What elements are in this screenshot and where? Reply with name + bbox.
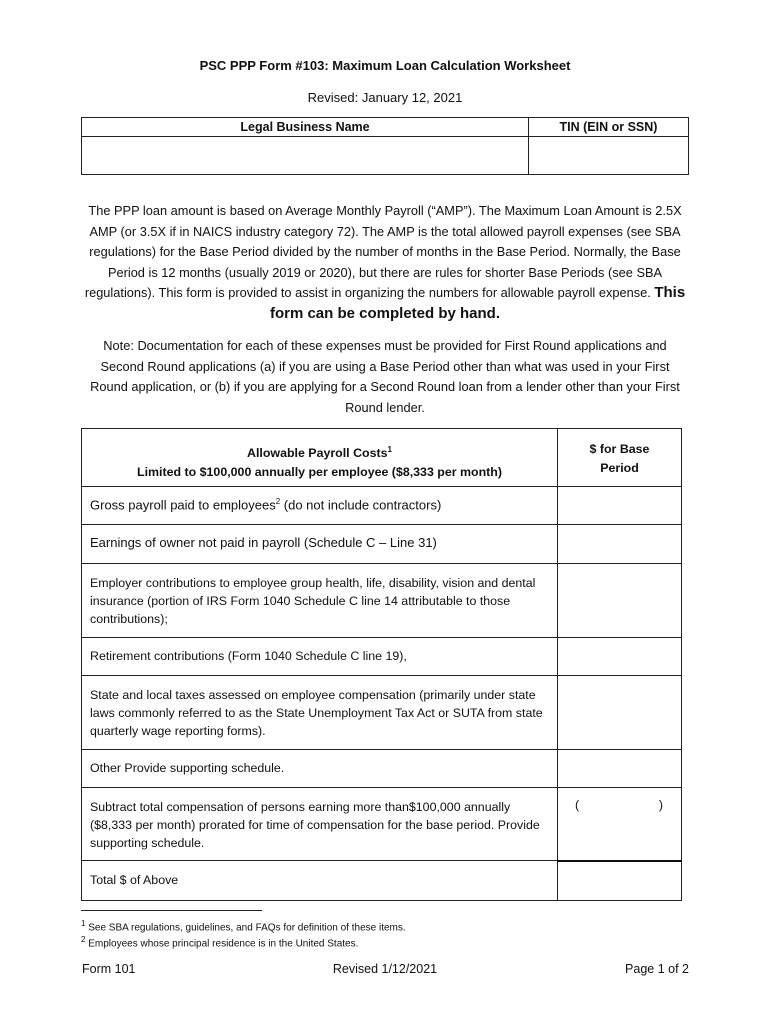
amount-field-state-taxes[interactable] [558,676,682,750]
business-info-table [81,117,689,175]
tin-header: TIN (EIN or SSN) [529,118,689,137]
intro-paragraph [82,201,688,325]
table-row [82,750,682,788]
row-label-state-taxes: State and local taxes assessed on employee compensation (primarily under state laws commonly referred to as the State Unemployment Tax Act or SUTA from state quarterly wage reporting forms). [82,676,558,750]
revised-date: Revised: January 12, 2021 [307,90,463,105]
row-label-gross-payroll: Gross payroll paid to employees$^2$ (do not include contractors) [82,487,558,525]
open-paren: ( [575,798,580,812]
row-label-owner-earnings: Earnings of owner not paid in payroll (Schedule C – Line 31) [82,525,558,564]
footer-form-number: Form 101 [82,962,136,976]
amount-field-gross-payroll[interactable] [558,487,682,525]
table-row [82,861,682,901]
amount-field-total[interactable] [558,861,682,901]
form-title: PSC PPP Form #103: Maximum Loan Calculation Worksheet [199,58,571,73]
footnote-2: $^2$ Employees whose principal residence is in the United States. [81,935,359,950]
table-row [82,487,682,525]
row-label-total: Total $ of Above [82,861,558,901]
base-period-amount-header: $ for Base Period [558,429,682,487]
legal-business-name-header: Legal Business Name [82,118,529,137]
row-label-retirement: Retirement contributions (Form 1040 Schedule C line 19), [82,638,558,676]
footer-page-number: Page 1 of 2 [625,962,689,976]
tin-field[interactable] [529,137,689,175]
footer-revised: Revised 1/12/2021 [332,962,438,976]
amount-field-other[interactable] [558,750,682,788]
table-header-row [82,429,682,487]
table-row [82,564,682,638]
footnote-divider [81,910,262,911]
table-row [82,525,682,564]
table-row [82,638,682,676]
row-label-subtract-high-earners: Subtract total compensation of persons earning more than$100,000 annually ($8,333 per month) prorated for time of compensation for the base period. Provide supporting schedule. [82,788,558,861]
legal-business-name-field[interactable] [82,137,529,175]
footnote-1: $^1$ See SBA regulations, guidelines, and FAQs for definition of these items. [81,919,406,934]
close-paren: ) [658,798,663,812]
completed-by-hand-note: This form can be completed by hand. [269,284,686,322]
amount-field-subtract-high-earners[interactable] [558,788,682,861]
table-row [82,676,682,750]
amount-field-employer-insurance[interactable] [558,564,682,638]
table-row [82,788,682,861]
row-label-other: Other Provide supporting schedule. [82,750,558,788]
row-label-employer-insurance: Employer contributions to employee group health, life, disability, vision and dental insurance (portion of IRS Form 1040 Schedule C line 14 attributable to those contributions); [82,564,558,638]
payroll-costs-table [81,428,682,901]
intro-text: The PPP loan amount is based on Average Monthly Payroll (“AMP”). The Maximum Loan Amount is 2.5X AMP (or 3.5X if in NAICS industry category 72). The AMP is the total allowed payroll expenses (see SBA regulations) for the Base Period divided by the number of months in the Base Period. Normally, the Base Period is 12 months (usually 2019 or 2020), but there are rules for shorter Base Periods (see SBA regulations). This form is provided to assist in organizing the numbers for allowable payroll expense. [84,203,682,301]
payroll-costs-header: Allowable Payroll Costs$^1$ Limited to $100,000 annually per employee ($8,333 per month) [82,429,558,487]
documentation-note: Note: Documentation for each of these expenses must be provided for First Round applications and Second Round applications (a) if you are using a Base Period other than what was used in your First Round application, or (b) if you are applying for a Second Round loan from a lender other than your First Round lender. [90,338,680,415]
amount-field-retirement[interactable] [558,638,682,676]
amount-field-owner-earnings[interactable] [558,525,682,564]
